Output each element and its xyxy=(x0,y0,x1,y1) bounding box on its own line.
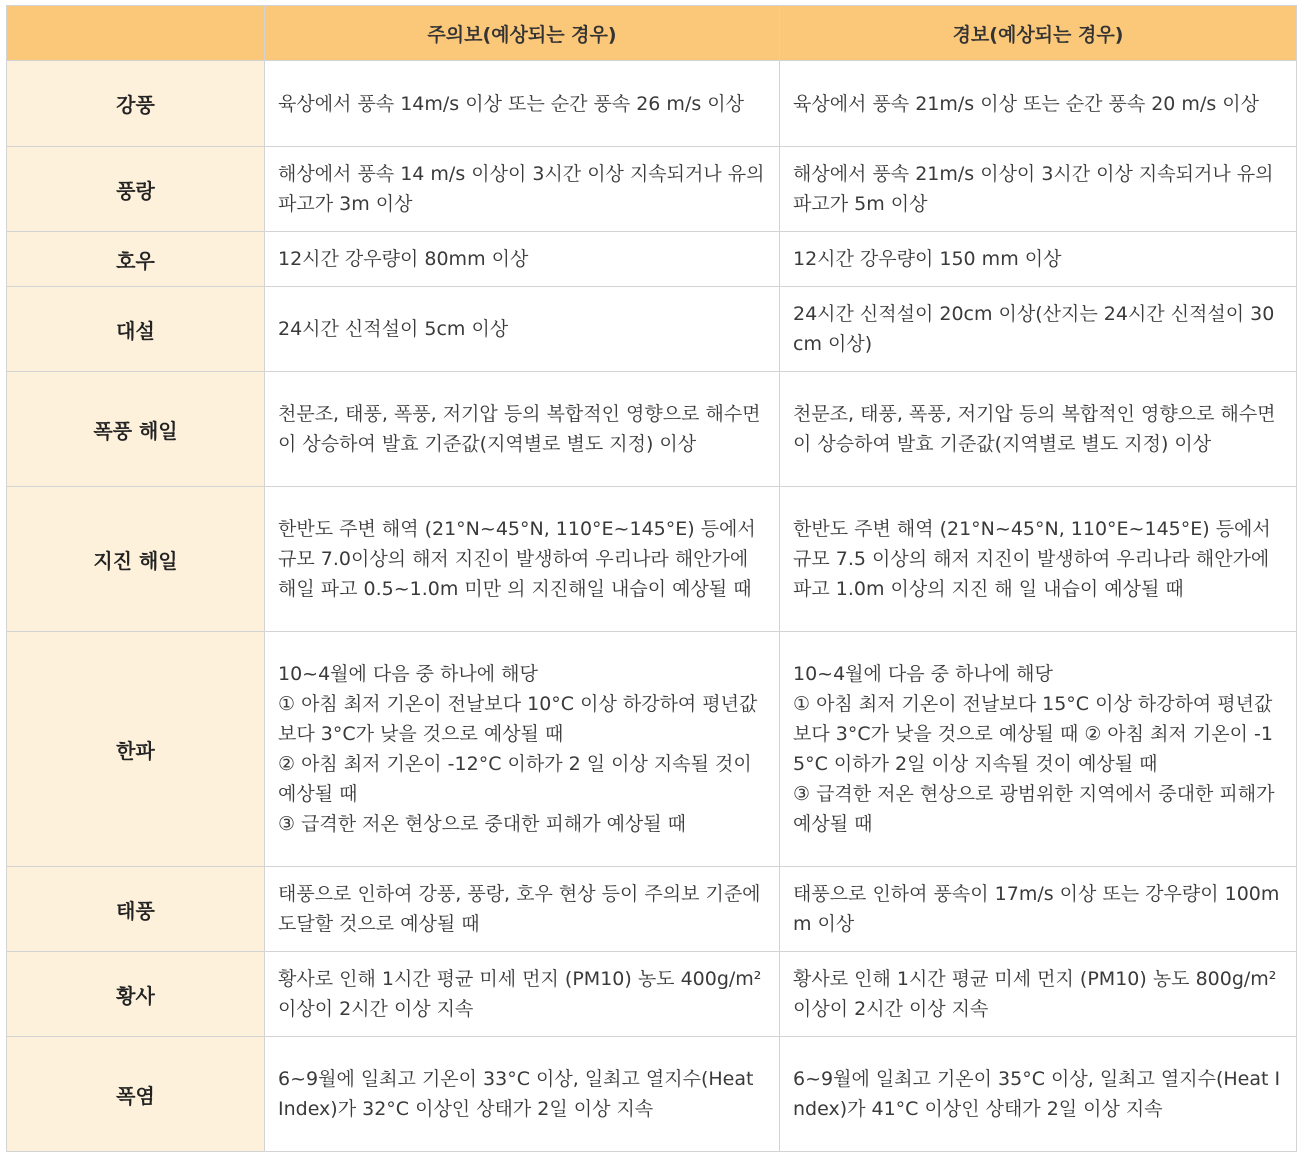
hazard-name: 폭풍 해일 xyxy=(7,372,265,487)
advisory-criteria xyxy=(265,232,780,287)
warning-criteria-line: 천문조, 태풍, 폭풍, 저기압 등의 복합적인 영향으로 해수면이 상승하여 발효 기준값(지역별로 별도 지정) 이상 xyxy=(793,403,1276,455)
advisory-criteria-line: 한반도 주변 해역 (21°N~45°N, 110°E~145°E) 등에서 규모 7.0이상의 해저 지진이 발생하여 우리나라 해안가에 해일 파고 0.5~1.0m 미만 의 지진해일 내습이 예상될 때 xyxy=(278,518,756,600)
table-row xyxy=(7,287,1297,372)
warning-criteria-line: ③ 급격한 저온 현상으로 광범위한 지역에서 중대한 피해가 예상될 때 xyxy=(793,783,1275,835)
advisory-criteria xyxy=(265,372,780,487)
warning-criteria-line: 육상에서 풍속 21m/s 이상 또는 순간 풍속 20 m/s 이상 xyxy=(793,92,1259,115)
advisory-criteria-line: 천문조, 태풍, 폭풍, 저기압 등의 복합적인 영향으로 해수면이 상승하여 발효 기준값(지역별로 별도 지정) 이상 xyxy=(278,403,761,455)
advisory-criteria-line: ③ 급격한 저온 현상으로 중대한 피해가 예상될 때 xyxy=(278,813,687,835)
warning-criteria-line: ① 아침 최저 기온이 전날보다 15°C 이상 하강하여 평년값보다 3°C가 낮을 것으로 예상될 때 ② 아침 최저 기온이 -15°C 이하가 2일 이상 지속될 것이 예상될 때 xyxy=(793,693,1273,775)
warning-criteria-line: 황사로 인해 1시간 평균 미세 먼지 (PM10) 농도 800g/m² 이상이 2시간 이상 지속 xyxy=(793,968,1277,1020)
warning-criteria xyxy=(780,487,1297,632)
warning-criteria-line: 태풍으로 인하여 풍속이 17m/s 이상 또는 강우량이 100mm 이상 xyxy=(793,883,1280,935)
header-row xyxy=(7,6,1297,61)
advisory-criteria-line: 황사로 인해 1시간 평균 미세 먼지 (PM10) 농도 400g/m² 이상이 2시간 이상 지속 xyxy=(278,968,762,1020)
advisory-criteria-line: 태풍으로 인하여 강풍, 풍랑, 호우 현상 등이 주의보 기준에 도달할 것으로 예상될 때 xyxy=(278,883,761,935)
warning-criteria xyxy=(780,147,1297,232)
hazard-name: 태풍 xyxy=(7,867,265,952)
hazard-name: 풍랑 xyxy=(7,147,265,232)
advisory-column-header: 주의보(예상되는 경우) xyxy=(265,6,780,61)
advisory-criteria-line: 24시간 신적설이 5cm 이상 xyxy=(278,318,509,340)
advisory-criteria-line: ① 아침 최저 기온이 전날보다 10°C 이상 하강하여 평년값보다 3°C가 낮을 것으로 예상될 때 xyxy=(278,693,758,745)
warning-criteria-line: 해상에서 풍속 21m/s 이상이 3시간 이상 지속되거나 유의파고가 5m 이상 xyxy=(793,163,1274,215)
warning-criteria xyxy=(780,372,1297,487)
advisory-criteria xyxy=(265,287,780,372)
advisory-criteria-line: ② 아침 최저 기온이 -12°C 이하가 2 일 이상 지속될 것이 예상될 때 xyxy=(278,753,752,805)
advisory-criteria-line: 6~9월에 일최고 기온이 33°C 이상, 일최고 열지수(Heat Index)가 32°C 이상인 상태가 2일 이상 지속 xyxy=(278,1068,754,1120)
warning-criteria-line: 12시간 강우량이 150 mm 이상 xyxy=(793,248,1062,270)
advisory-criteria xyxy=(265,632,780,867)
warning-column-header: 경보(예상되는 경우) xyxy=(780,6,1297,61)
hazard-name: 지진 해일 xyxy=(7,487,265,632)
table-row xyxy=(7,632,1297,867)
hazard-name: 한파 xyxy=(7,632,265,867)
warning-criteria xyxy=(780,232,1297,287)
warning-criteria-line: 24시간 신적설이 20cm 이상(산지는 24시간 신적설이 30cm 이상) xyxy=(793,303,1275,355)
warning-criteria-line: 10~4월에 다음 중 하나에 해당 xyxy=(793,663,1053,685)
advisory-criteria xyxy=(265,487,780,632)
hazard-name: 폭염 xyxy=(7,1037,265,1152)
table-row xyxy=(7,952,1297,1037)
advisory-criteria xyxy=(265,61,780,147)
table-row xyxy=(7,147,1297,232)
table-row xyxy=(7,372,1297,487)
table-row xyxy=(7,487,1297,632)
advisory-criteria-line: 해상에서 풍속 14 m/s 이상이 3시간 이상 지속되거나 유의파고가 3m 이상 xyxy=(278,163,765,215)
warning-criteria-line: 6~9월에 일최고 기온이 35°C 이상, 일최고 열지수(Heat Index)가 41°C 이상인 상태가 2일 이상 지속 xyxy=(793,1068,1281,1120)
table-row xyxy=(7,867,1297,952)
warning-criteria xyxy=(780,287,1297,372)
warning-criteria xyxy=(780,61,1297,147)
advisory-criteria xyxy=(265,1037,780,1152)
warning-criteria xyxy=(780,867,1297,952)
warning-criteria xyxy=(780,1037,1297,1152)
advisory-criteria xyxy=(265,867,780,952)
warning-criteria xyxy=(780,952,1297,1037)
weather-warning-table xyxy=(6,5,1297,1152)
warning-criteria-line: 한반도 주변 해역 (21°N~45°N, 110°E~145°E) 등에서 규모 7.5 이상의 해저 지진이 발생하여 우리나라 해안가에 파고 1.0m 이상의 지진 해 일 내습이 예상될 때 xyxy=(793,518,1271,600)
hazard-name: 강풍 xyxy=(7,61,265,147)
hazard-name: 호우 xyxy=(7,232,265,287)
advisory-criteria-line: 10~4월에 다음 중 하나에 해당 xyxy=(278,663,538,685)
table-row xyxy=(7,232,1297,287)
advisory-criteria-line: 육상에서 풍속 14m/s 이상 또는 순간 풍속 26 m/s 이상 xyxy=(278,92,744,115)
hazard-name: 황사 xyxy=(7,952,265,1037)
warning-criteria xyxy=(780,632,1297,867)
table-row xyxy=(7,61,1297,147)
corner-cell xyxy=(7,6,265,61)
advisory-criteria xyxy=(265,147,780,232)
table-row xyxy=(7,1037,1297,1152)
hazard-name: 대설 xyxy=(7,287,265,372)
advisory-criteria xyxy=(265,952,780,1037)
advisory-criteria-line: 12시간 강우량이 80mm 이상 xyxy=(278,248,529,270)
